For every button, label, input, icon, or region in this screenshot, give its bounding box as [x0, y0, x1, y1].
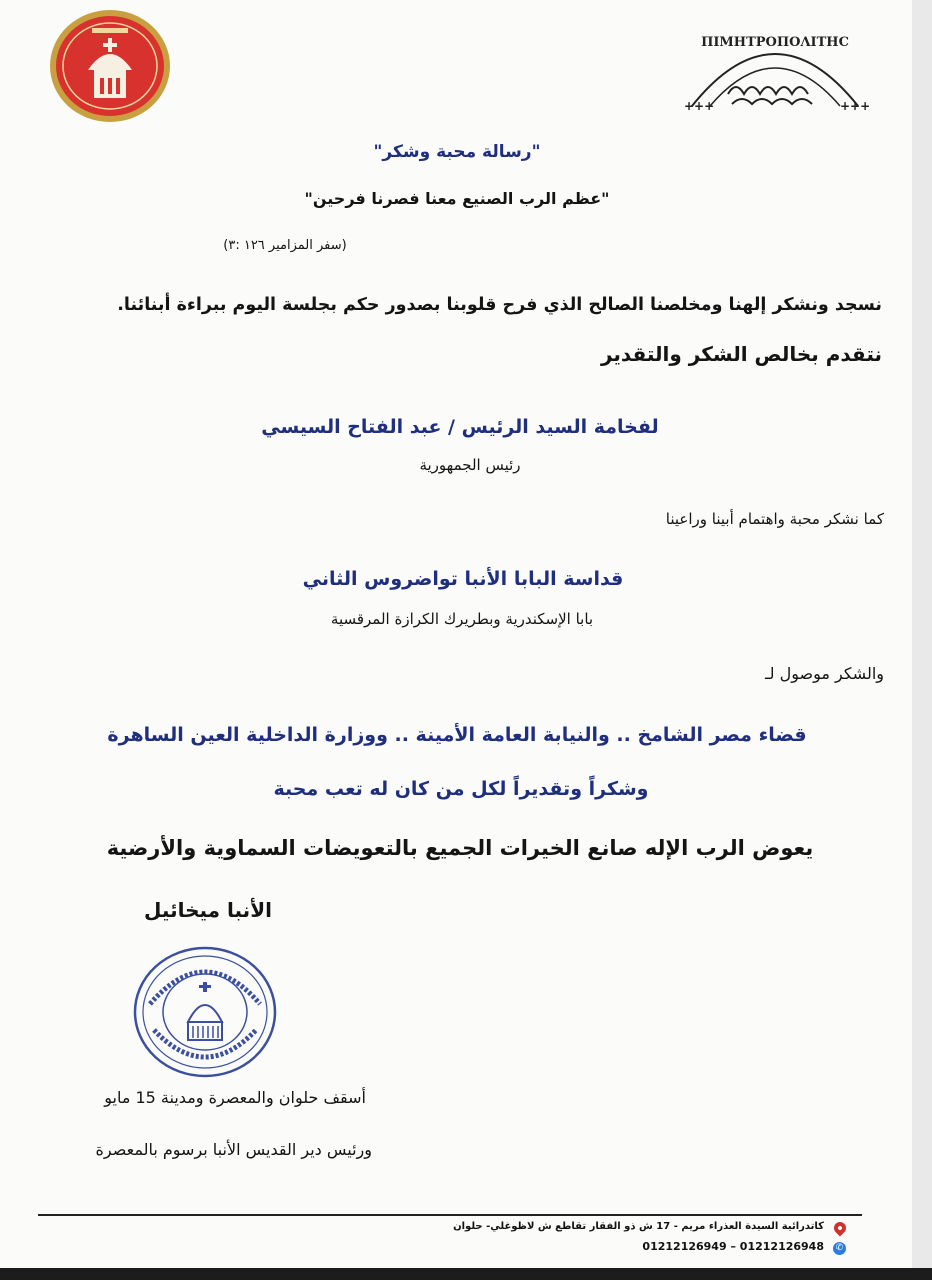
letter-title: "رسالة محبة وشكر" — [373, 142, 541, 162]
verse: "عظم الرب الصنيع معنا فصرنا فرحين" — [304, 189, 610, 208]
pope-name: قداسة البابا الأنبا تواضروس الثاني — [302, 568, 624, 590]
seal-greek-text: ΠΙΜΗΤΡΟΠΟΛΙΤΗC — [701, 35, 849, 50]
opening-paragraph: نسجد ونشكر إلهنا ومخلصنا الصالح الذي فرح قلوبنا بصدور حكم بجلسة اليوم ببراءة أبنائنا. — [117, 295, 882, 315]
footer-phones: 01212126948 – 01212126949 — [642, 1240, 824, 1253]
president-title: رئيس الجمهورية — [419, 456, 521, 474]
svg-text:+++: +++ — [840, 99, 870, 113]
signatory-name: الأنبا ميخائيل — [144, 898, 272, 922]
institutions-line: قضاء مصر الشامخ .. والنيابة العامة الأمينة .. ووزارة الداخلية العين الساهرة — [107, 724, 807, 746]
thanks-intro: نتقدم بخالص الشكر والتقدير — [600, 342, 882, 366]
also-thank-line: كما نشكر محبة واهتمام أبينا وراعينا — [665, 510, 884, 528]
footer-divider — [38, 1214, 862, 1216]
blessing-line: يعوض الرب الإله صانع الخيرات الجميع بالتعويضات السماوية والأرضية — [106, 836, 814, 860]
president-name: لفخامة السيد الرئيس / عبد الفتاح السيسي — [261, 416, 659, 438]
location-pin-icon — [832, 1220, 849, 1237]
footer-address: كاتدرائية السيدة العذراء مريم - 17 ش ذو الفقار تقاطع ش لاظوغلي- حلوان — [453, 1221, 824, 1232]
pope-title: بابا الإسكندرية وبطريرك الكرازة المرقسية — [330, 610, 594, 628]
scan-edge — [912, 0, 932, 1268]
bishop-stamp-icon — [132, 944, 278, 1080]
svg-text:+++: +++ — [684, 99, 715, 113]
signatory-role-2: ورئيس دير القديس الأنبا برسوم بالمعصرة — [95, 1140, 372, 1159]
verse-reference: (سفر المزامير ١٢٦ :٣) — [223, 238, 347, 253]
phone-icon: ✆ — [833, 1242, 846, 1255]
diocese-seal-icon — [48, 8, 172, 124]
coptic-metropolis-seal-icon — [680, 24, 870, 116]
thanks-all-line: وشكراً وتقديراً لكل من كان له تعب محبة — [273, 778, 649, 800]
thanks-extended: والشكر موصول لـ — [764, 664, 884, 683]
scan-bottom-edge — [0, 1268, 932, 1280]
signatory-role-1: أسقف حلوان والمعصرة ومدينة 15 مايو — [104, 1088, 366, 1107]
